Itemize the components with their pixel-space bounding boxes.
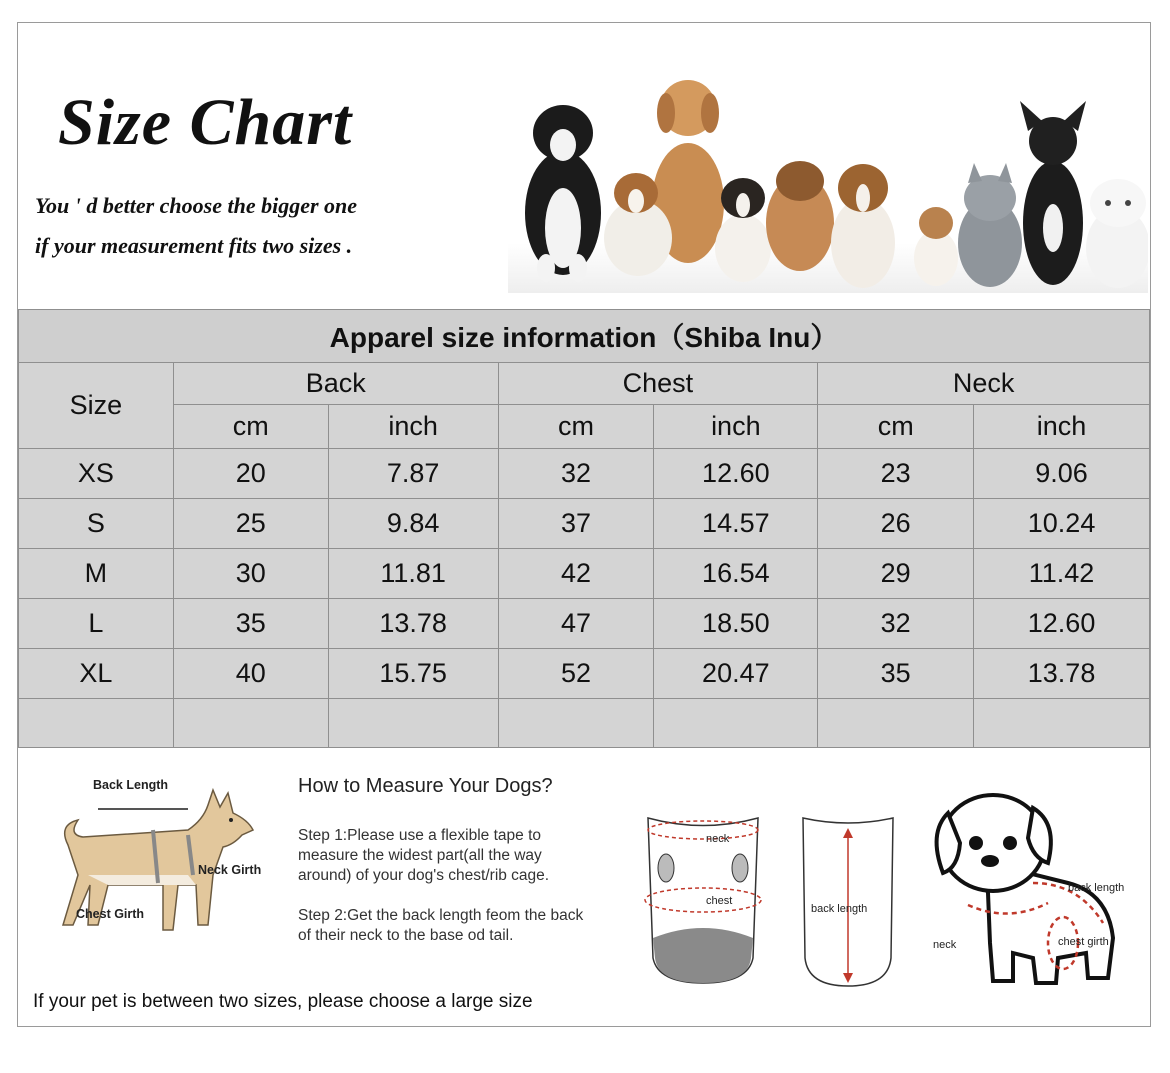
table-cell: 29: [818, 549, 974, 599]
table-row: [19, 549, 1150, 599]
size-cell: XL: [19, 649, 174, 699]
table-row: [19, 599, 1150, 649]
table-cell: 37: [498, 499, 654, 549]
table-row: [19, 499, 1150, 549]
table-cell: 14.57: [654, 499, 818, 549]
table-cell: 12.60: [654, 449, 818, 499]
table-cell: 20: [173, 449, 328, 499]
garment-label-neck: neck: [706, 833, 730, 845]
subtitle-line-1: You ' d better choose the bigger one: [35, 193, 358, 218]
size-advice-note: If your pet is between two sizes, please choose a large size: [33, 991, 533, 1012]
size-cell: S: [19, 499, 174, 549]
table-cell: 42: [498, 549, 654, 599]
group-header-chest: Chest: [498, 363, 818, 405]
table-cell: 35: [173, 599, 328, 649]
table-cell: 11.81: [328, 549, 498, 599]
how-to-measure-heading: How to Measure Your Dogs?: [298, 775, 553, 797]
table-cell: 26: [818, 499, 974, 549]
dog-label-back-length: Back Length: [93, 778, 169, 792]
dog-label-chest-girth: Chest Girth: [76, 907, 145, 921]
table-cell: 13.78: [328, 599, 498, 649]
table-cell: 20.47: [654, 649, 818, 699]
page-title: Size Chart: [58, 86, 353, 159]
table-cell: 40: [173, 649, 328, 699]
small-terrier-icon: [715, 178, 771, 282]
size-cell: M: [19, 549, 174, 599]
cartoon-label-chest-girth: chest girth: [1058, 936, 1109, 948]
chihuahua-icon: [914, 207, 958, 286]
garment-label-back-length: back length: [811, 903, 868, 915]
unit-header: inch: [328, 405, 498, 449]
table-cell: 16.54: [654, 549, 818, 599]
cartoon-label-back-length: back length: [1068, 882, 1125, 894]
table-cell: 15.75: [328, 649, 498, 699]
cartoon-label-neck: neck: [933, 939, 957, 951]
table-row: [19, 649, 1150, 699]
table-cell: 30: [173, 549, 328, 599]
size-cell: XS: [19, 449, 174, 499]
size-table: [18, 309, 1150, 748]
table-cell: 32: [498, 449, 654, 499]
pets-photo: [508, 63, 1148, 293]
french-bulldog-icon: [1020, 101, 1086, 285]
unit-header: cm: [173, 405, 328, 449]
group-header-neck: Neck: [818, 363, 1150, 405]
table-cell: 35: [818, 649, 974, 699]
table-cell: 12.60: [974, 599, 1150, 649]
pekingese-icon: [766, 161, 834, 271]
table-cell: 11.42: [974, 549, 1150, 599]
measure-step-2: Step 2:Get the back length feom the back of their neck to the base od tail.: [298, 907, 584, 944]
table-cell: 47: [498, 599, 654, 649]
size-chart-frame: [17, 22, 1151, 1027]
table-row: [19, 449, 1150, 499]
table-cell: 7.87: [328, 449, 498, 499]
size-cell: L: [19, 599, 174, 649]
table-cell: 18.50: [654, 599, 818, 649]
dog-label-neck-girth: Neck Girth: [198, 863, 262, 877]
table-cell: 13.78: [974, 649, 1150, 699]
garment-front-diagram: [628, 808, 778, 993]
garment-label-chest: chest: [706, 895, 733, 907]
size-header: Size: [19, 363, 174, 449]
border-collie-icon: [525, 105, 601, 282]
measure-step-1: Step 1:Please use a flexible tape to measure the widest part(all the way around) of your dog's chest/rib cage.: [298, 827, 550, 884]
empty-row: [19, 699, 1150, 748]
cartoon-dog-diagram: [918, 773, 1143, 1003]
table-cell: 32: [818, 599, 974, 649]
beagle-icon: [831, 164, 895, 288]
group-header-back: Back: [173, 363, 498, 405]
table-cell: 10.24: [974, 499, 1150, 549]
table-cell: 9.06: [974, 449, 1150, 499]
table-cell: 9.84: [328, 499, 498, 549]
table-cell: 52: [498, 649, 654, 699]
unit-header: cm: [498, 405, 654, 449]
table-caption: Apparel size information（Shiba Inu）: [19, 310, 1150, 363]
table-cell: 25: [173, 499, 328, 549]
unit-header: cm: [818, 405, 974, 449]
garment-back-diagram: [783, 808, 913, 993]
subtitle-line-2: if your measurement fits two sizes .: [35, 233, 353, 258]
table-cell: 23: [818, 449, 974, 499]
white-cat-icon: [1086, 179, 1148, 288]
unit-header: inch: [654, 405, 818, 449]
unit-header: inch: [974, 405, 1150, 449]
grey-cat-icon: [958, 163, 1022, 287]
